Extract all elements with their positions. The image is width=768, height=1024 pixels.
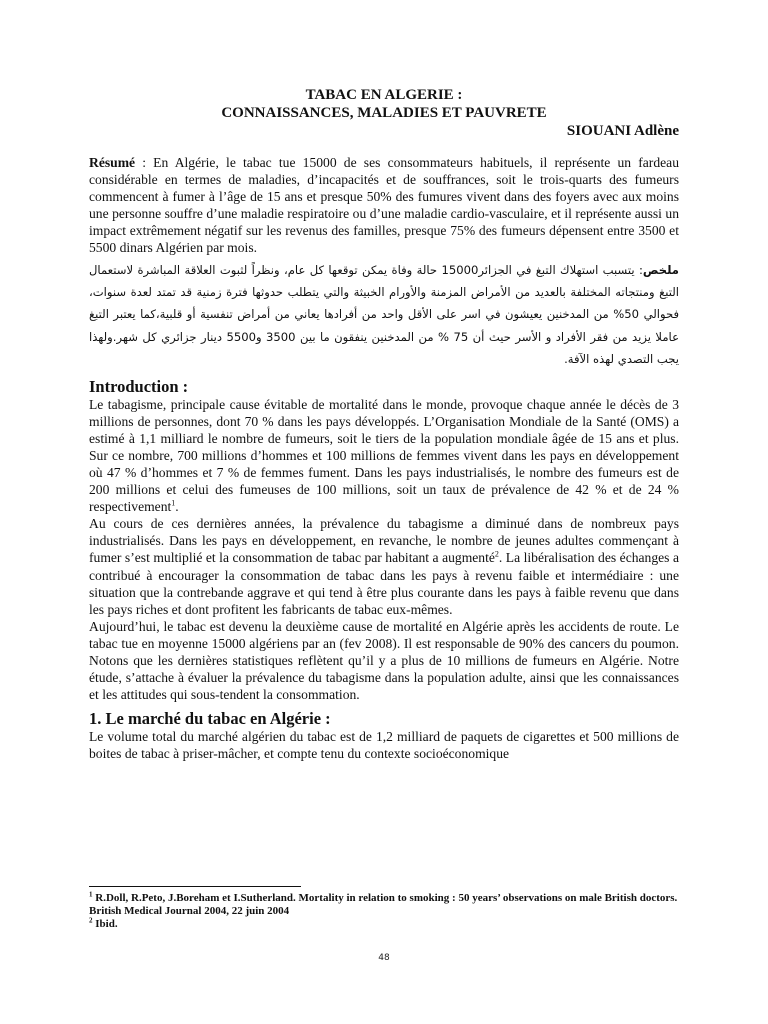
abstract-text: : En Algérie, le tabac tue 15000 de ses consommateurs habituels, il représente un fardeau considérable en termes de maladies, d’incapacités et de souffrances, soit le trois-quarts des fumeurs commencent à fumer à l’âge de 15 ans et presque 50% des fumures vivent dans des foyers avec aux moins une personne souffre d’une maladie respiratoire ou d’une maladie cardio-vasculaire, et il représente aussi un impact extrêmement négatif sur les revenus des familles, presque 75% des fumeurs dépensent entre 3500 et 5500 dinars Algérien par mois. [89, 155, 679, 256]
page-number: 48 [378, 953, 390, 963]
footnote-1-num: 1 [89, 890, 93, 899]
footnote-ref-2[interactable]: 2 [494, 549, 499, 559]
abstract-fr [89, 154, 679, 257]
abstract-ar [89, 259, 679, 371]
footnote-2-text: Ibid. [92, 918, 118, 930]
intro-p2-end: . La libéralisation des échanges a contribué à encourager la consommation de tabac dans les pays à revenu faible et intermédiaire : une situation que la contrebande aggrave et qui tend à être plus courante dans les pays à faible revenu que dans les pays riches et dont profitent les fabricants de tabac eux-mêmes. [89, 550, 679, 617]
intro-p1-text: Le tabagisme, principale cause évitable de mortalité dans le monde, provoque chaque année le décès de 3 millions de personnes, dont 70 % dans les pays développés. L’Organisation Mondiale de la Santé (OMS) a estimé à 1,1 milliard le nombre de fumeurs, soit le tiers de la population mondiale âgée de 15 ans et plus. Sur ce nombre, 700 millions d’hommes et 100 millions de femmes vivent dans les pays en développement où 47 % d’hommes et 7 % de femmes fument. Dans les pays industrialisés, le nombre des fumeurs est de 200 millions et celui des fumeuses de 100 millions, soit un taux de prévalence de 42 % et de 24 % respectivement [89, 396, 679, 515]
intro-p2-text: Au cours de ces dernières années, la prévalence du tabagisme a diminué dans de nombreux pays industrialisés. Dans les pays en développement, en revanche, le nombre de jeunes adultes commençant à fumer s’est multiplié et la consommation de tabac par habitant a augmenté [89, 516, 679, 566]
article-body [89, 86, 679, 762]
footnote-1-text: R.Doll, R.Peto, J.Boreham et I.Sutherland. Mortality in relation to smoking : 50 years’ observations on male British doctors. British Medical Journal 2004, 22 juin 2004 [89, 892, 678, 917]
footnote-divider [89, 886, 301, 887]
intro-p1-end: . [175, 499, 179, 515]
title-line-1: TABAC EN ALGERIE : [305, 87, 463, 103]
footnotes [89, 892, 679, 931]
intro-paragraph-3: Aujourd’hui, le tabac est devenu la deuxième cause de mortalité en Algérie après les accidents de route. Le tabac tue en moyenne 15000 algériens par an (fev 2008). Il est responsable de 90% des cancers du poumon. Notons que les dernières statistiques reflètent qu’il y a plus de 10 millions de fumeurs en Algérie. Notre étude, s’attache à évaluer la prévalence du tabagisme dans la population adulte, ainsi que les connaissances et les attitudes qui sous-tendent la consommation. [89, 618, 679, 703]
footnote-1 [89, 892, 679, 918]
author: SIOUANI Adlène [566, 123, 679, 139]
intro-paragraph-2 [89, 515, 679, 618]
section-1-heading: 1. Le marché du tabac en Algérie : [89, 709, 331, 729]
intro-paragraph-1 [89, 396, 679, 516]
abstract-ar-text: : يتسبب استهلاك التبغ في الجزائر15000 حالة وفاة يمكن توقعها كل عام، ونظراً لثبوت العلاقة المباشرة لاستعمال التبغ ومنتجاته المختلفة بالعديد من الأمراض المزمنة والأورام الخبيثة والتي يتطلب حدوثها فترة زمنية قد تمتد لعدة سنوات، فحوالي 50% من المدخنين يعيشون في اسر على الأقل واحد من أفرادها يعاني من أمراض تنفسية أو قلبية،كما يعتبر التبغ عاملا يزيد من فقر الأفراد و الأسر حيث أن 75 % من المدخنين ينفقون ما بين 3500 و5500 دينار جزائري كل شهر.ولهذا يجب التصدي لهذه الآفة. [89, 262, 680, 367]
title-line-2: CONNAISSANCES, MALADIES ET PAUVRETE [221, 105, 547, 121]
abstract-ar-label: ملخص [642, 262, 679, 277]
abstract-label: Résumé [89, 155, 136, 170]
footnote-2 [89, 918, 679, 931]
footnote-ref-1[interactable]: 1 [171, 498, 176, 508]
footnote-2-num: 2 [89, 916, 93, 925]
section-1-paragraph: Le volume total du marché algérien du tabac est de 1,2 milliard de paquets de cigarettes et 500 millions de boites de tabac à priser-mâcher, et compte tenu du contexte socioéconomique [89, 729, 679, 762]
intro-heading: Introduction : [89, 376, 189, 396]
